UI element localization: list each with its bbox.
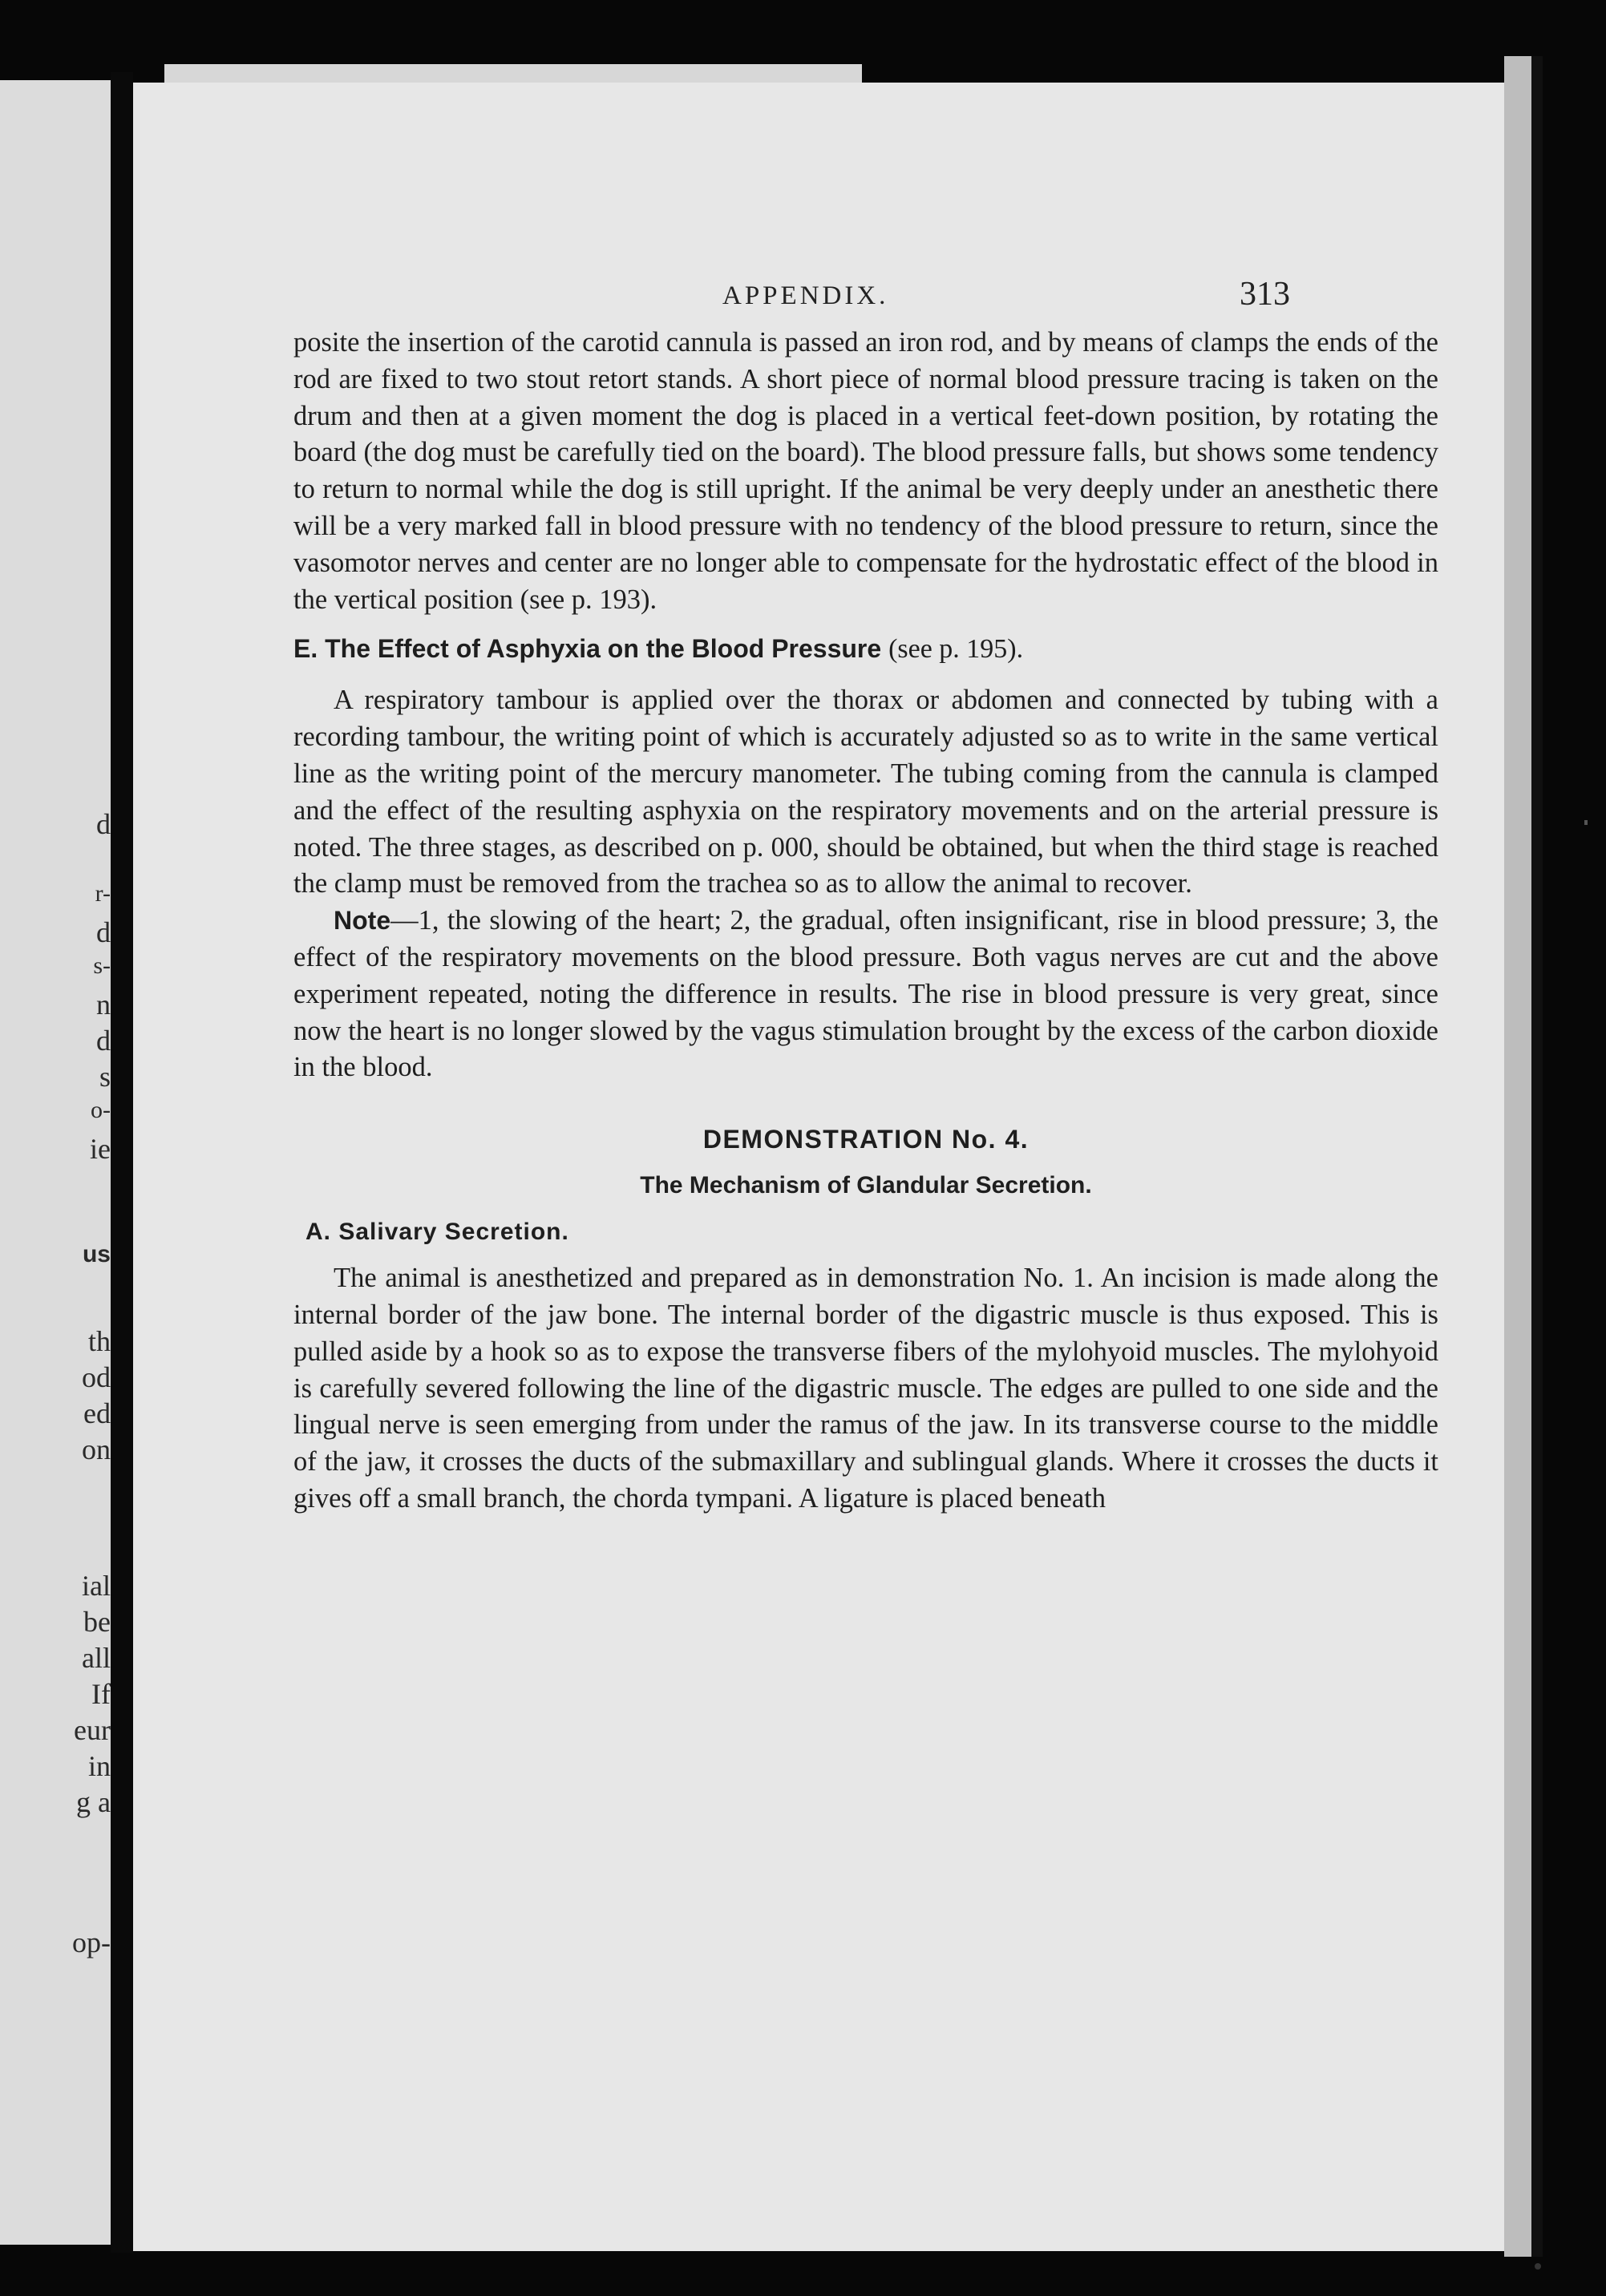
section-title: The Effect of Asphyxia on the Blood Pressure (325, 634, 882, 664)
fragment: all (82, 1642, 111, 1674)
fragment: s- (93, 952, 111, 979)
running-head: APPENDIX. (722, 281, 889, 310)
page-right-shadow (1531, 56, 1543, 2257)
page-body (293, 325, 1438, 1518)
fragment: o- (91, 1097, 111, 1123)
fragment: be (83, 1606, 111, 1638)
demonstration-subtitle: The Mechanism of Glandular Secretion. (640, 1172, 1092, 1199)
section-heading-e (293, 634, 1438, 665)
book-gutter (111, 72, 133, 2253)
book-page (133, 83, 1504, 2251)
page-number: 313 (1240, 276, 1290, 313)
note-paragraph (293, 903, 1438, 1086)
paragraph-asphyxia: A respiratory tambour is applied over the thorax or abdomen and connected by tubing with a recording tambour, the writing point of which is accurately adjusted so as to write in the same vertical line as the writing point of the mercury manometer. The tubing coming from the cannula is clamped and the effect of the resulting asphyxia on the respiratory movements and on the arterial pressure is noted. The three stages, as described on p. 000, should be obtained, but when the third stage is reached the clamp must be removed from the trachea so as to allow the animal to recover. (293, 685, 1438, 899)
fragment: in (87, 1750, 111, 1782)
fragment: n (96, 988, 111, 1021)
page-right-edge (1504, 56, 1531, 2257)
note-label: Note (334, 906, 391, 936)
fragment: d (96, 808, 111, 840)
fragment: op- (72, 1926, 111, 1958)
speck (1535, 2263, 1541, 2270)
fragment: ed (83, 1397, 111, 1429)
fragment: If (91, 1678, 111, 1710)
fragment: g a (76, 1786, 111, 1818)
fragment: ial (82, 1570, 111, 1602)
paragraph-continued: posite the insertion of the carotid cannula is passed an iron rod, and by means of clamps the ends of the rod are fixed to two stout retort stands. A short piece of normal blood pressure tracing is taken on the drum and then at a given moment the dog is placed in a vertical feet-down position, by rotating the board (the dog must be carefully tied on the board). The blood pressure falls, but shows some tendency to return to normal while the dog is still upright. If the animal be very deeply under an anesthetic there will be a very marked fall in blood pressure with no tendency of the blood pressure to return, since the vasomotor nerves and center are no longer able to compensate for the hydrostatic effect of the blood in the vertical position (see p. 193). (293, 327, 1438, 615)
fragment: th (87, 1325, 111, 1357)
speck (1584, 820, 1588, 825)
section-reference: (see p. 195). (888, 634, 1024, 665)
section-label: E. (293, 634, 318, 664)
section-heading-a: A. Salivary Secretion. (305, 1219, 569, 1246)
fragment: od (82, 1361, 111, 1393)
fragment: s (99, 1061, 111, 1093)
fragment: ie (90, 1133, 111, 1165)
paragraph-salivary: The animal is anesthetized and prepared as in demonstration No. 1. An incision is made along the internal border of the jaw bone. The internal border of the digastric muscle is thus exposed. This is pulled aside by a hook so as to expose the transverse fibers of the mylohyoid muscles. The mylohyoid is carefully severed following the line of the digastric muscle. The edges are pulled to one side and the lingual nerve is seen emerging from under the ramus of the jaw. In its transverse course to the middle of the jaw, it crosses the ducts of the submaxillary and sublingual glands. Where it crosses the ducts it gives off a small branch, the chorda tympani. A ligature is placed beneath (293, 1263, 1438, 1514)
demonstration-title: DEMONSTRATION No. 4. (702, 1125, 1030, 1154)
fragment: eur (74, 1714, 111, 1746)
fragment: on (82, 1433, 111, 1465)
fragment: us (82, 1241, 111, 1267)
fragment: r- (95, 880, 111, 907)
facing-page-text-fragments (0, 0, 111, 2296)
fragment: d (96, 916, 111, 948)
fragment: d (96, 1025, 111, 1057)
note-text: —1, the slowing of the heart; 2, the gradual, often insignificant, rise in blood pressure; 3, the effect of the respiratory movements on the blood pressure. Both vagus nerves are cut and the above experiment repeated, noting the difference in results. The rise in blood pressure is very great, since now the heart is no longer slowed by the vagus stimulation brought by the excess of the carbon dioxide in the blood. (293, 905, 1438, 1083)
page-header (133, 276, 1504, 329)
